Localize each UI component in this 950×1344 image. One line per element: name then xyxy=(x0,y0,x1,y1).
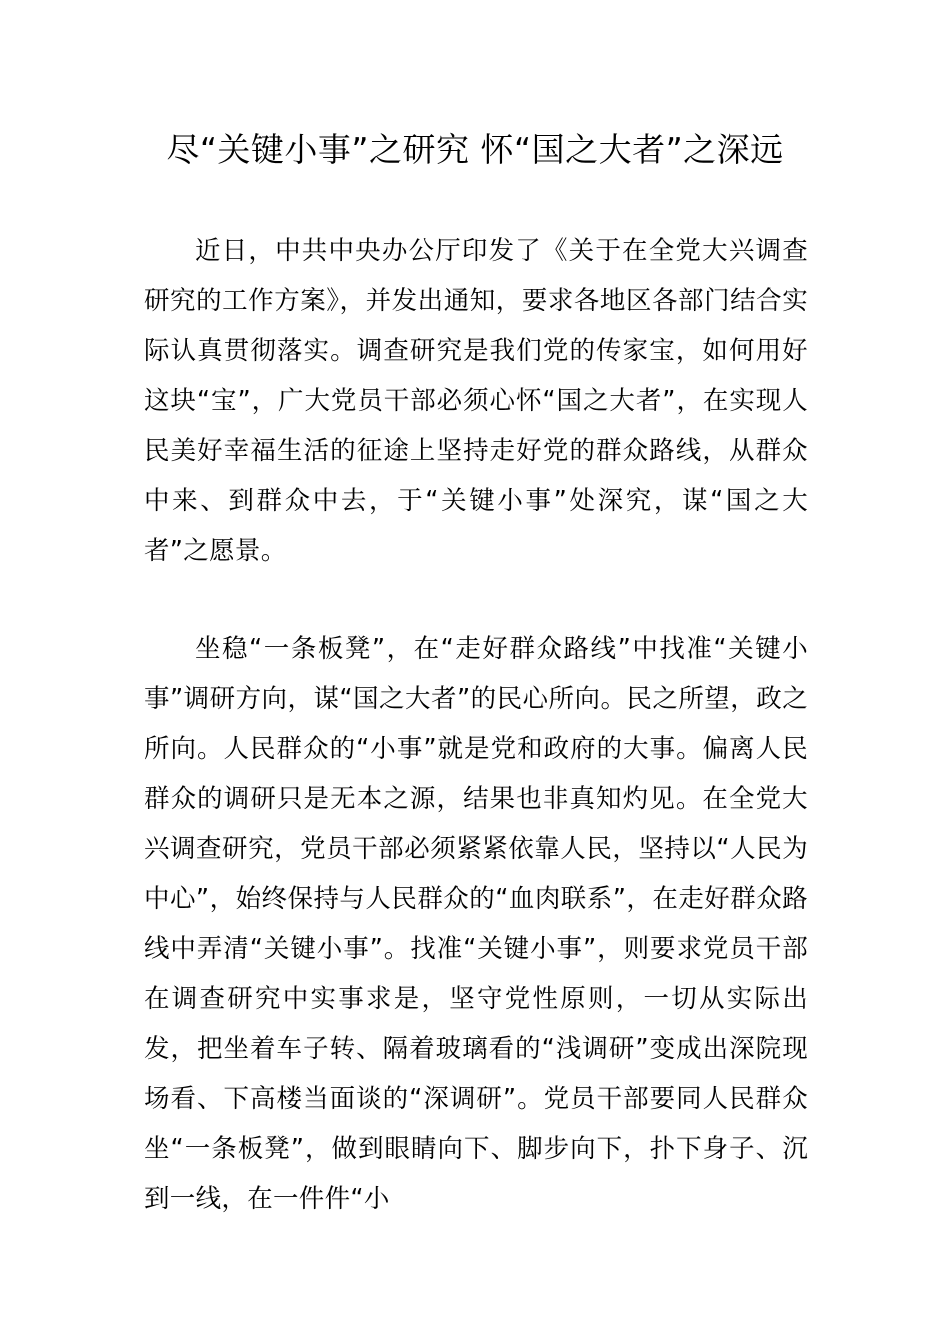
body-paragraph-1: 近日，中共中央办公厅印发了《关于在全党大兴调查研究的工作方案》，并发出通知，要求各地区各部门结合实际认真贯彻落实。调查研究是我们党的传家宝，如何用好这块“宝”，广大党员干部必须心怀“国之大者”，在实现人民美好幸福生活的征途上坚持走好党的群众路线，从群众中来、到群众中去，于“关键小事”处深究，谋“国之大者”之愿景。 xyxy=(144,236,808,566)
body-paragraph-2: 坐稳“一条板凳”，在“走好群众路线”中找准“关键小事”调研方向，谋“国之大者”的民心所向。民之所望，政之所向。人民群众的“小事”就是党和政府的大事。偏离人民群众的调研只是无本之源，结果也非真知灼见。在全党大兴调查研究，党员干部必须紧紧依靠人民，坚持以“人民为中心”，始终保持与人民群众的“血肉联系”，在走好群众路线中弄清“关键小事”。找准“关键小事”，则要求党员干部在调查研究中实事求是，坚守党性原则，一切从实际出发，把坐着车子转、隔着玻璃看的“浅调研”变成出深院现场看、下高楼当面谈的“深调研”。党员干部要同人民群众坐“一条板凳”，做到眼睛向下、脚步向下，扑下身子、沉到一线，在一件件“小 xyxy=(144,634,808,1214)
document-title: 尽“关键小事”之研究 怀“国之大者”之深远 xyxy=(166,130,784,169)
